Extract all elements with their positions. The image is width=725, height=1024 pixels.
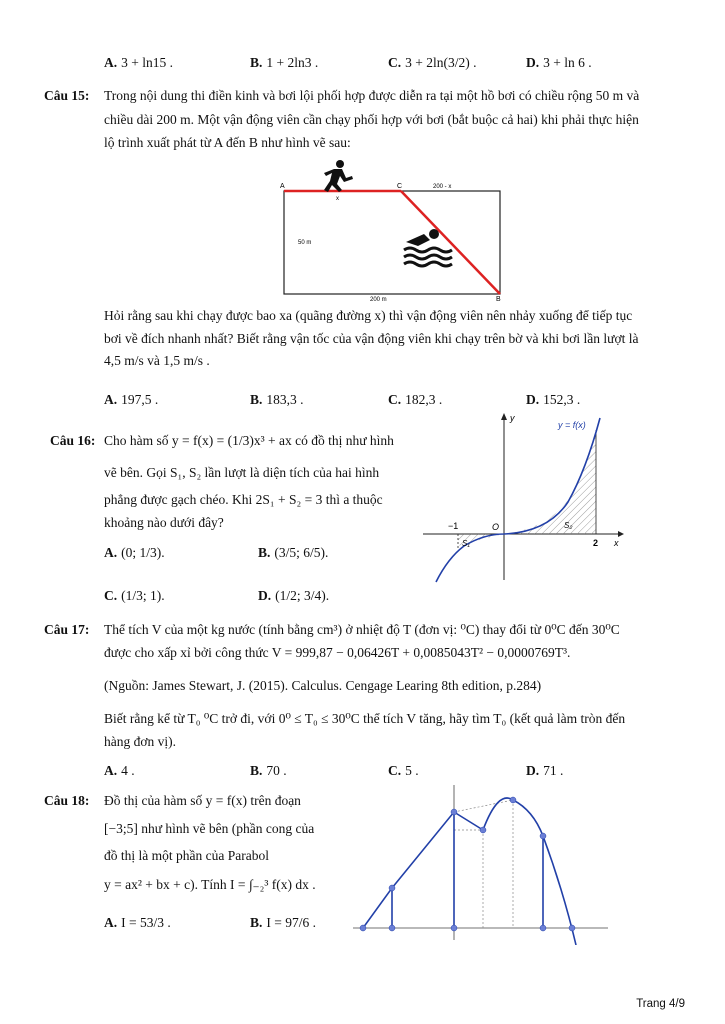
q16-option-b: B. (3/5; 6/5).: [258, 545, 329, 560]
curve-label: y = f(x): [558, 420, 586, 430]
q16-option-d: D. (1/2; 3/4).: [258, 588, 330, 603]
pool-figure: [278, 158, 508, 304]
swimmer-icon: [404, 229, 452, 266]
q18-line-2: [−3;5] như hình vẽ bên (phần cong của: [104, 821, 315, 836]
q14-option-d: D. 3 + ln 6 .: [526, 55, 592, 70]
q18-line-3: đồ thị là một phần của Parabol: [104, 848, 269, 863]
q15-line-1: Trong nội dung thi điền kinh và bơi lội phối hợp được diễn ra tại một hồ bơi có chiều rộng 50 m và: [104, 88, 640, 103]
q16-line-3: phẳng được gạch chéo. Khi 2S₁ + S₂ = 3 thì a thuộc: [104, 492, 383, 507]
y-label: y: [510, 413, 515, 423]
q16-line-1: Cho hàm số y = f(x) = (1/3)x³ + ax có đồ thị như hình: [104, 433, 394, 448]
s1-label: S₁: [462, 539, 470, 548]
q17-after-2: hàng đơn vị).: [104, 734, 177, 749]
label-b: B: [496, 296, 501, 303]
label-a: A: [280, 183, 285, 190]
q16-graph: [418, 410, 628, 590]
q14-option-c: C. 3 + 2ln(3/2) .: [388, 55, 477, 70]
q18-line-4: y = ax² + bx + c). Tính I = ∫₋₂³ f(x) dx .: [104, 877, 316, 892]
pool-rect: [284, 191, 500, 294]
q14-option-a: A. 3 + ln15 .: [104, 55, 173, 70]
s2-label: S₂: [564, 521, 573, 530]
runner-icon: [324, 160, 353, 192]
x-label: x: [614, 538, 619, 548]
q15-after-2: bơi về đích nhanh nhất? Biết rằng vận tốc của vận động viên khi chạy trên bờ và khi bơi lần lượt là: [104, 331, 639, 346]
q17-option-c: C. 5 .: [388, 763, 419, 778]
q16-label: Câu 16:: [50, 433, 96, 448]
origin-label: O: [492, 522, 500, 532]
label-width: 50 m: [298, 240, 312, 246]
q16-option-a: A. (0; 1/3).: [104, 545, 165, 560]
q15-after-3: 4,5 m/s và 1,5 m/s .: [104, 353, 210, 368]
q17-after-1: Biết rằng kể từ T₀ ⁰C trở đi, với 0⁰ ≤ T₀ ≤ 30⁰C thể tích V tăng, hãy tìm T₀ (kết quả làm tròn đến: [104, 711, 626, 726]
q15-line-2: chiều dài 200 m. Một vận động viên cần chạy phối hợp với bơi (bắt buộc cả hai) khi phải thực hiện: [104, 112, 639, 127]
label-c: C: [397, 183, 403, 190]
page-number: Trang 4/9: [636, 998, 685, 1010]
q17-option-d: D. 71 .: [526, 763, 564, 778]
q15-option-d: D. 152,3 .: [526, 392, 581, 407]
q18-line-1: Đồ thị của hàm số y = f(x) trên đoạn: [104, 793, 301, 808]
label-length: 200 m: [370, 297, 387, 303]
graph-lines: [363, 812, 483, 928]
label-200-minus-x: 200 - x: [433, 184, 452, 190]
q15-option-a: A. 197,5 .: [104, 392, 159, 407]
q17-label: Câu 17:: [44, 622, 90, 637]
q14-option-b: B. 1 + 2ln3 .: [250, 55, 319, 70]
q16-line-4: khoảng nào dưới đây?: [104, 515, 224, 530]
q17-source: (Nguồn: James Stewart, J. (2015). Calculus. Cengage Learing 8th edition, p.284): [104, 678, 542, 693]
q17-line-1: Thể tích V của một kg nước (tính bằng cm³) ở nhiệt độ T (đơn vị: ⁰C) thay đổi từ 0⁰C đến 30⁰C: [104, 622, 620, 637]
q15-option-c: C. 182,3 .: [388, 392, 443, 407]
x-minus-one-label: −1: [448, 521, 459, 531]
q15-label: Câu 15:: [44, 88, 90, 103]
region-s2: [504, 430, 596, 534]
q15-line-3: lộ trình xuất phát từ A đến B như hình vẽ sau:: [104, 135, 351, 150]
q17-line-2: được cho xấp xỉ bởi công thức V = 999,87 − 0,06426T + 0,0085043T² − 0,0000769T³.: [104, 645, 571, 660]
x-two-label: 2: [593, 538, 599, 548]
q17-option-a: A. 4 .: [104, 763, 135, 778]
q16-line-2: vẽ bên. Gọi S₁, S₂ lần lượt là diện tích của hai hình: [104, 465, 380, 480]
q15-option-b: B. 183,3 .: [250, 392, 304, 407]
q18-option-b: B. I = 97/6 .: [250, 915, 317, 930]
graph-parabola: [483, 798, 576, 945]
q18-label: Câu 18:: [44, 793, 90, 808]
q18-graph: [348, 780, 618, 945]
label-x: x: [336, 196, 339, 202]
q15-after-1: Hỏi rằng sau khi chạy được bao xa (quãng đường x) thì vận động viên nên nhảy xuống để tiếp tục: [104, 308, 633, 323]
q16-option-c: C. (1/3; 1).: [104, 588, 165, 603]
q17-option-b: B. 70 .: [250, 763, 287, 778]
q18-option-a: A. I = 53/3 .: [104, 915, 171, 930]
